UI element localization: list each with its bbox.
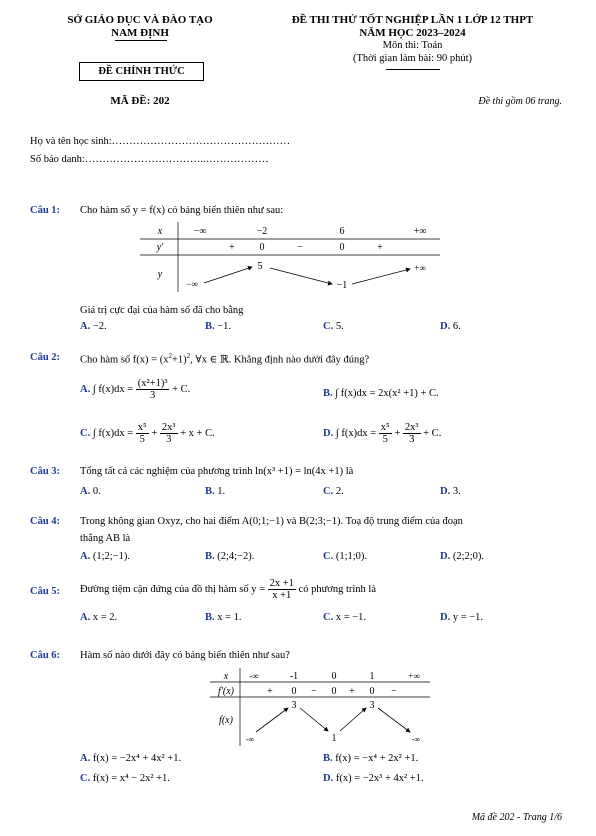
q2-option-c[interactable]: C. ∫ f(x)dx = $\frac{\text{x⁵}}{5}$ + $\frac{\text{2x³}}{3}$ + x + C. [80,422,215,446]
option-text: 2. [335,486,344,497]
q1-y-val: −∞ [186,279,198,289]
option-text: f(x) = −x⁴ + 2x² +1. [335,753,419,764]
q1-y-val: −1 [336,280,348,291]
q1-prompt: Giá trị cực đại của hàm số đã cho bằng [80,305,244,316]
q6-variation-table [210,668,430,746]
q1-row-y: y [157,269,163,280]
school-year: NĂM HỌC 2023–2024 [359,27,466,39]
option-letter: A. [80,612,93,623]
option-letter: D. [440,612,453,623]
q6-row-f: f(x) [219,715,233,726]
q6-f-val: -∞ [411,735,421,744]
q1-sign: 0 [259,242,265,253]
q6-f-val: 1 [331,733,337,744]
option-letter: C. [323,612,336,623]
q6-x-val: -∞ [249,671,259,681]
q3-label: Câu 3: [30,466,61,477]
option-text: 0. [92,486,101,497]
option-letter: B. [205,551,218,562]
option-text: 1. [217,486,226,497]
option-text: x = 2. [92,612,118,623]
q3-option-a[interactable] [80,486,101,497]
q6-f-val: 3 [291,700,297,711]
option-letter: D. [323,773,336,784]
option-text: (1;1;0). [335,551,368,562]
q1-text: Cho hàm số y = f(x) có bảng biến thiên như sau: [80,205,284,216]
option-text: −2. [92,321,107,332]
q1-option-b[interactable] [205,321,231,332]
q4-text-line2: thẳng AB là [80,533,131,544]
q6-x-val: 0 [331,671,337,682]
q1-x-val: +∞ [413,226,427,237]
q4-label: Câu 4: [30,516,61,527]
student-id-line: Số báo danh:……………………………..……………… [30,154,269,165]
option-letter: B. [205,321,218,332]
option-letter: A. [80,753,93,764]
q2-label: Câu 2: [30,352,61,363]
q1-option-a[interactable] [80,321,107,332]
q2-text: Cho hàm số $f(x) = (x^2+1)^2$, ∀x ∈ ℝ. Khẳng định nào dưới đây đúng? [80,352,370,366]
q6-label: Câu 6: [30,650,61,661]
option-text: (1;2;−1). [92,551,130,562]
q6-row-fp: f'(x) [217,686,235,697]
option-letter: A. [80,321,93,332]
q3-option-c[interactable] [323,486,344,497]
pages-note: Đề thi gồm 06 trang. [478,96,562,107]
option-letter: B. [205,612,218,623]
time-limit: (Thời gian làm bài: 90 phút) [353,53,472,64]
q6-option-d[interactable] [323,773,424,784]
option-text: y = −1. [452,612,484,623]
option-text: (2;2;0). [452,551,485,562]
q1-variation-table [140,222,440,292]
option-text: 3. [452,486,461,497]
option-text: f(x) = x⁴ − 2x² +1. [92,773,170,784]
option-letter: A. [80,486,93,497]
q6-x-val: 1 [369,671,375,682]
q5-option-c[interactable] [323,612,366,623]
q1-sign: + [377,242,383,253]
q6-x-val: -1 [289,671,299,682]
q6-row-x: x [223,671,229,682]
q1-row-x: x [157,226,163,237]
option-letter: A. [80,551,93,562]
option-letter: C. [80,773,93,784]
q6-text: Hàm số nào dưới đây có bảng biến thiên như sau? [80,650,290,661]
q6-sign: − [311,686,317,697]
option-text: 5. [335,321,344,332]
q2-option-d[interactable]: D. ∫ f(x)dx = $\frac{\text{x⁵}}{5}$ + $\frac{\text{2x³}}{3}$ + C. [323,422,442,446]
q1-option-c[interactable] [323,321,344,332]
exam-code: MÃ ĐỀ: 202 [110,95,170,107]
q6-sign: 0 [331,686,337,697]
dept-line1: SỞ GIÁO DỤC VÀ ĐÀO TẠO [67,14,213,26]
exam-title: ĐỀ THI THỬ TỐT NGHIỆP LẦN 1 LỚP 12 THPT [291,14,534,26]
q1-sign: 0 [339,242,345,253]
option-letter: D. [440,551,453,562]
q5-option-d[interactable] [440,612,483,623]
dept-line2: NAM ĐỊNH [111,27,169,39]
option-text: f(x) = −2x⁴ + 4x² +1. [92,753,182,764]
q5-option-a[interactable] [80,612,117,623]
option-text: f(x) = −2x³ + 4x² +1. [335,773,424,784]
q3-option-b[interactable] [205,486,225,497]
q2-option-a[interactable]: A. ∫ f(x)dx = $\frac{\text{(x²+1)³}}{3}$ + C. [80,378,191,402]
time-underline [386,69,440,70]
q6-sign: 0 [369,686,375,697]
option-letter: B. [323,753,336,764]
q4-option-b[interactable] [205,551,254,562]
option-text: 6. [452,321,461,332]
q4-text-line1: Trong không gian Oxyz, cho hai điểm A(0;1;−1) và B(2;3;−1). Toạ độ trung điểm của đoạn [80,516,463,527]
option-letter: C. [323,551,336,562]
q6-option-b[interactable] [323,753,418,764]
student-name-line: Họ và tên học sinh:…………………………………………… [30,136,291,147]
q6-sign: + [349,686,355,697]
option-text: −1. [217,321,232,332]
option-letter: D. [440,486,453,497]
q4-option-c[interactable] [323,551,367,562]
q6-f-val: -∞ [245,735,255,744]
q6-sign: + [267,686,273,697]
option-text: (2;4;−2). [217,551,255,562]
q3-option-d[interactable] [440,486,461,497]
dept-underline [115,40,167,41]
q1-option-d[interactable] [440,321,461,332]
q1-x-val: −∞ [193,226,207,237]
q6-sign: − [391,686,397,697]
subject: Môn thi: Toán [382,40,443,51]
q5-option-b[interactable] [205,612,242,623]
option-letter: D. [440,321,453,332]
option-letter: C. [323,486,336,497]
q6-f-val: 3 [369,700,375,711]
q5-text: Đường tiệm cận đứng của đồ thị hàm số y = $\frac{2x +1}{x +1}$ có phương trình là [80,578,376,602]
q6-option-a[interactable] [80,753,181,764]
q1-label: Câu 1: [30,205,61,216]
q6-x-val: +∞ [408,671,420,681]
q4-option-a[interactable] [80,551,130,562]
option-letter: C. [323,321,336,332]
q1-x-val: 6 [339,226,345,237]
official-box: ĐỀ CHÍNH THỨC [79,62,204,81]
q1-y-val: 5 [257,261,263,272]
q6-sign: 0 [291,686,297,697]
page-footer: Mã đề 202 - Trang 1/6 [471,812,562,823]
q1-sign: − [297,242,303,253]
q4-option-d[interactable] [440,551,484,562]
q1-row-yp: y' [156,242,164,253]
q2-option-b[interactable]: B. ∫ f(x)dx = 2x(x² +1) + C. [323,388,439,399]
option-text: x = −1. [335,612,367,623]
q3-text: Tổng tất cả các nghiệm của phương trình ln(x³ +1) = ln(4x +1) là [80,466,354,477]
q5-label: Câu 5: [30,586,61,597]
q1-y-val: +∞ [414,263,426,273]
option-text: x = 1. [217,612,242,623]
q1-x-val: −2 [256,226,268,237]
q6-option-c[interactable] [80,773,170,784]
q1-sign: + [229,242,235,253]
option-letter: B. [205,486,218,497]
